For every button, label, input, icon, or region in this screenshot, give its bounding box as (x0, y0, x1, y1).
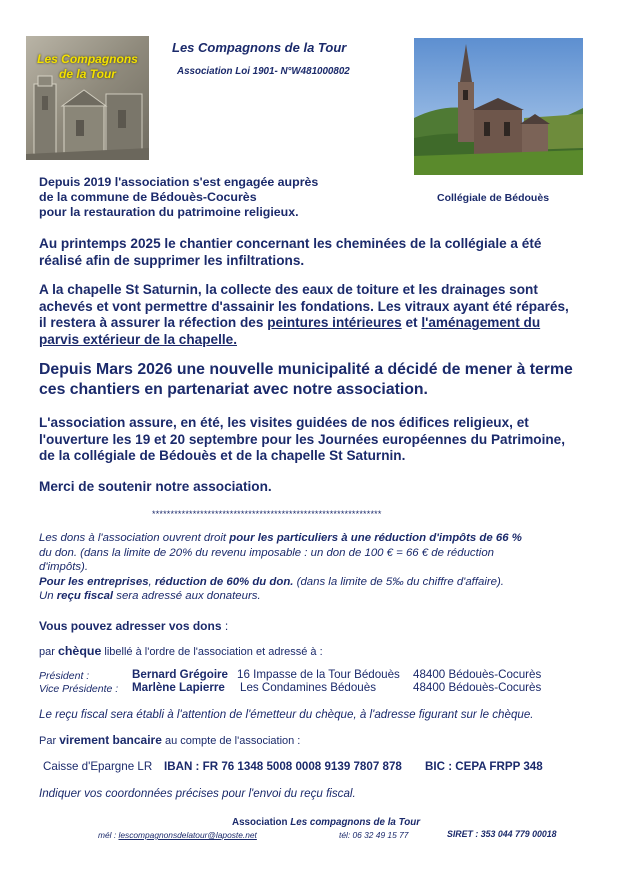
text-line: achevés et vont permettre d'assainir les fondations. Les vitraux ayant été réparés, (39, 298, 569, 314)
adresser-line (39, 619, 228, 633)
recu-note: Le reçu fiscal sera établi à l'attention de l'émetteur du chèque, à l'adresse figurant sur le chèque. (39, 708, 534, 721)
logo-line-2: de la Tour (59, 67, 116, 81)
intro-line: pour la restauration du patrimoine religieux. (39, 205, 299, 219)
footer-mel (98, 830, 257, 840)
text-line: Au printemps 2025 le chantier concernant les cheminées de la collégiale a été (39, 236, 542, 251)
president-postal: 48400 Bédouès-Cocurès (413, 668, 542, 681)
bank-name: Caisse d'Epargne LR (43, 760, 153, 773)
email-link[interactable]: lescompagnonsdelatour@laposte.net (118, 830, 257, 840)
bank-iban: IBAN : FR 76 1348 5008 0008 9139 7807 878 (164, 760, 402, 773)
text-line: du don. (dans la limite de 20% du revenu imposable : un don de 100 € = 66 € de réduction (39, 546, 494, 559)
intro-line: de la commune de Bédouès-Cocurès (39, 190, 257, 204)
header-title: Les Compagnons de la Tour (172, 40, 347, 55)
entreprises-label: Pour les entreprises (39, 575, 149, 588)
text-line: l'ouverture les 19 et 20 septembre pour les Journées européennes du Patrimoine, (39, 431, 566, 447)
president-address: 16 Impasse de la Tour Bédouès (237, 668, 400, 681)
text-span: Les dons à l'association ouvrent droit (39, 532, 230, 544)
municipalite-paragraph (39, 360, 573, 399)
president-name: Bernard Grégoire (132, 668, 228, 681)
footer-association (232, 817, 420, 828)
text-line: Depuis Mars 2026 une nouvelle municipalité a décidé de mener à terme (39, 361, 573, 378)
recu-fiscal-label: reçu fiscal (56, 590, 114, 602)
text-line: réalisé afin de supprimer les infiltrations. (39, 252, 305, 268)
text-line: d'impôts). (39, 561, 89, 573)
text-line (39, 589, 589, 604)
dons-paragraph (39, 531, 589, 604)
reduction-entreprises: réduction de 60% du don. (154, 575, 294, 588)
visites-paragraph (39, 415, 565, 465)
vice-address: Les Condamines Bédouès (240, 681, 376, 694)
cheque-label: chèque (57, 644, 102, 658)
text-line (39, 315, 569, 332)
text-span: au compte de l'association : (161, 735, 301, 747)
text-line (39, 531, 589, 546)
text-span: , (148, 575, 155, 588)
footer-assoc-name: Les compagnons de la Tour (290, 817, 421, 828)
text-line (39, 332, 569, 349)
chantier-paragraph (39, 236, 541, 269)
text-line: ces chantiers en partenariat avec notre association. (39, 380, 428, 398)
bank-bic: BIC : CEPA FRPP 348 (425, 760, 543, 773)
vice-postal: 48400 Bédouès-Cocurès (413, 681, 542, 694)
president-role: Président : (39, 670, 90, 682)
text-span: Par (39, 735, 60, 747)
text-line: de la collégiale de Bédouès et de la chapelle St Saturnin. (39, 448, 406, 463)
text-span: Association (232, 817, 291, 828)
text-span: Un (39, 590, 57, 602)
chapelle-paragraph (39, 282, 569, 348)
virement-label: virement bancaire (59, 733, 162, 747)
text-line (39, 575, 589, 590)
adresser-bold: Vous pouvez adresser vos dons (39, 619, 222, 633)
parvis-underlined: parvis extérieur de la chapelle. (39, 331, 237, 347)
text-span: : (221, 619, 229, 633)
text-span: mél : (98, 830, 119, 840)
text-span: par (39, 646, 58, 658)
reduction-particuliers: pour les particuliers à une réduction d'impôts de 66 % (229, 532, 522, 544)
text-span: et (401, 315, 422, 330)
text-span: sera adressé aux donateurs. (113, 590, 261, 602)
association-logo (26, 36, 149, 160)
peintures-interieures-underlined: peintures intérieures (267, 315, 402, 330)
vice-role: Vice Présidente : (39, 683, 119, 695)
coords-note: Indiquer vos coordonnées précises pour l'envoi du reçu fiscal. (39, 787, 356, 800)
intro-paragraph (39, 175, 318, 220)
header-subtitle: Association Loi 1901- N°W481000802 (177, 66, 350, 77)
text-line: L'association assure, en été, les visites guidées de nos édifices religieux, et (39, 415, 529, 430)
thanks-line: Merci de soutenir notre association. (39, 479, 272, 494)
footer-tel: tél: 06 32 49 15 77 (339, 830, 409, 840)
text-span: (dans la limite de 5‰ du chiffre d'affaire). (293, 575, 504, 588)
text-span: il restera à assurer la réfection des (39, 315, 268, 330)
cheque-line (39, 644, 323, 658)
amenagement-underlined: l'aménagement du (421, 315, 541, 330)
virement-line (39, 733, 300, 747)
logo-line-1: Les Compagnons (37, 52, 138, 66)
photo-caption: Collégiale de Bédouès (437, 192, 550, 204)
separator: ************************************************************** (152, 509, 382, 519)
vice-name: Marlène Lapierre (132, 681, 225, 694)
collegiale-photo (414, 38, 583, 175)
footer-siret: SIRET : 353 044 779 00018 (447, 829, 557, 839)
intro-line: Depuis 2019 l'association s'est engagée auprès (39, 175, 319, 189)
text-line: A la chapelle St Saturnin, la collecte des eaux de toiture et les drainages sont (39, 282, 538, 297)
text-span: libellé à l'ordre de l'association et adressé à : (101, 646, 323, 658)
